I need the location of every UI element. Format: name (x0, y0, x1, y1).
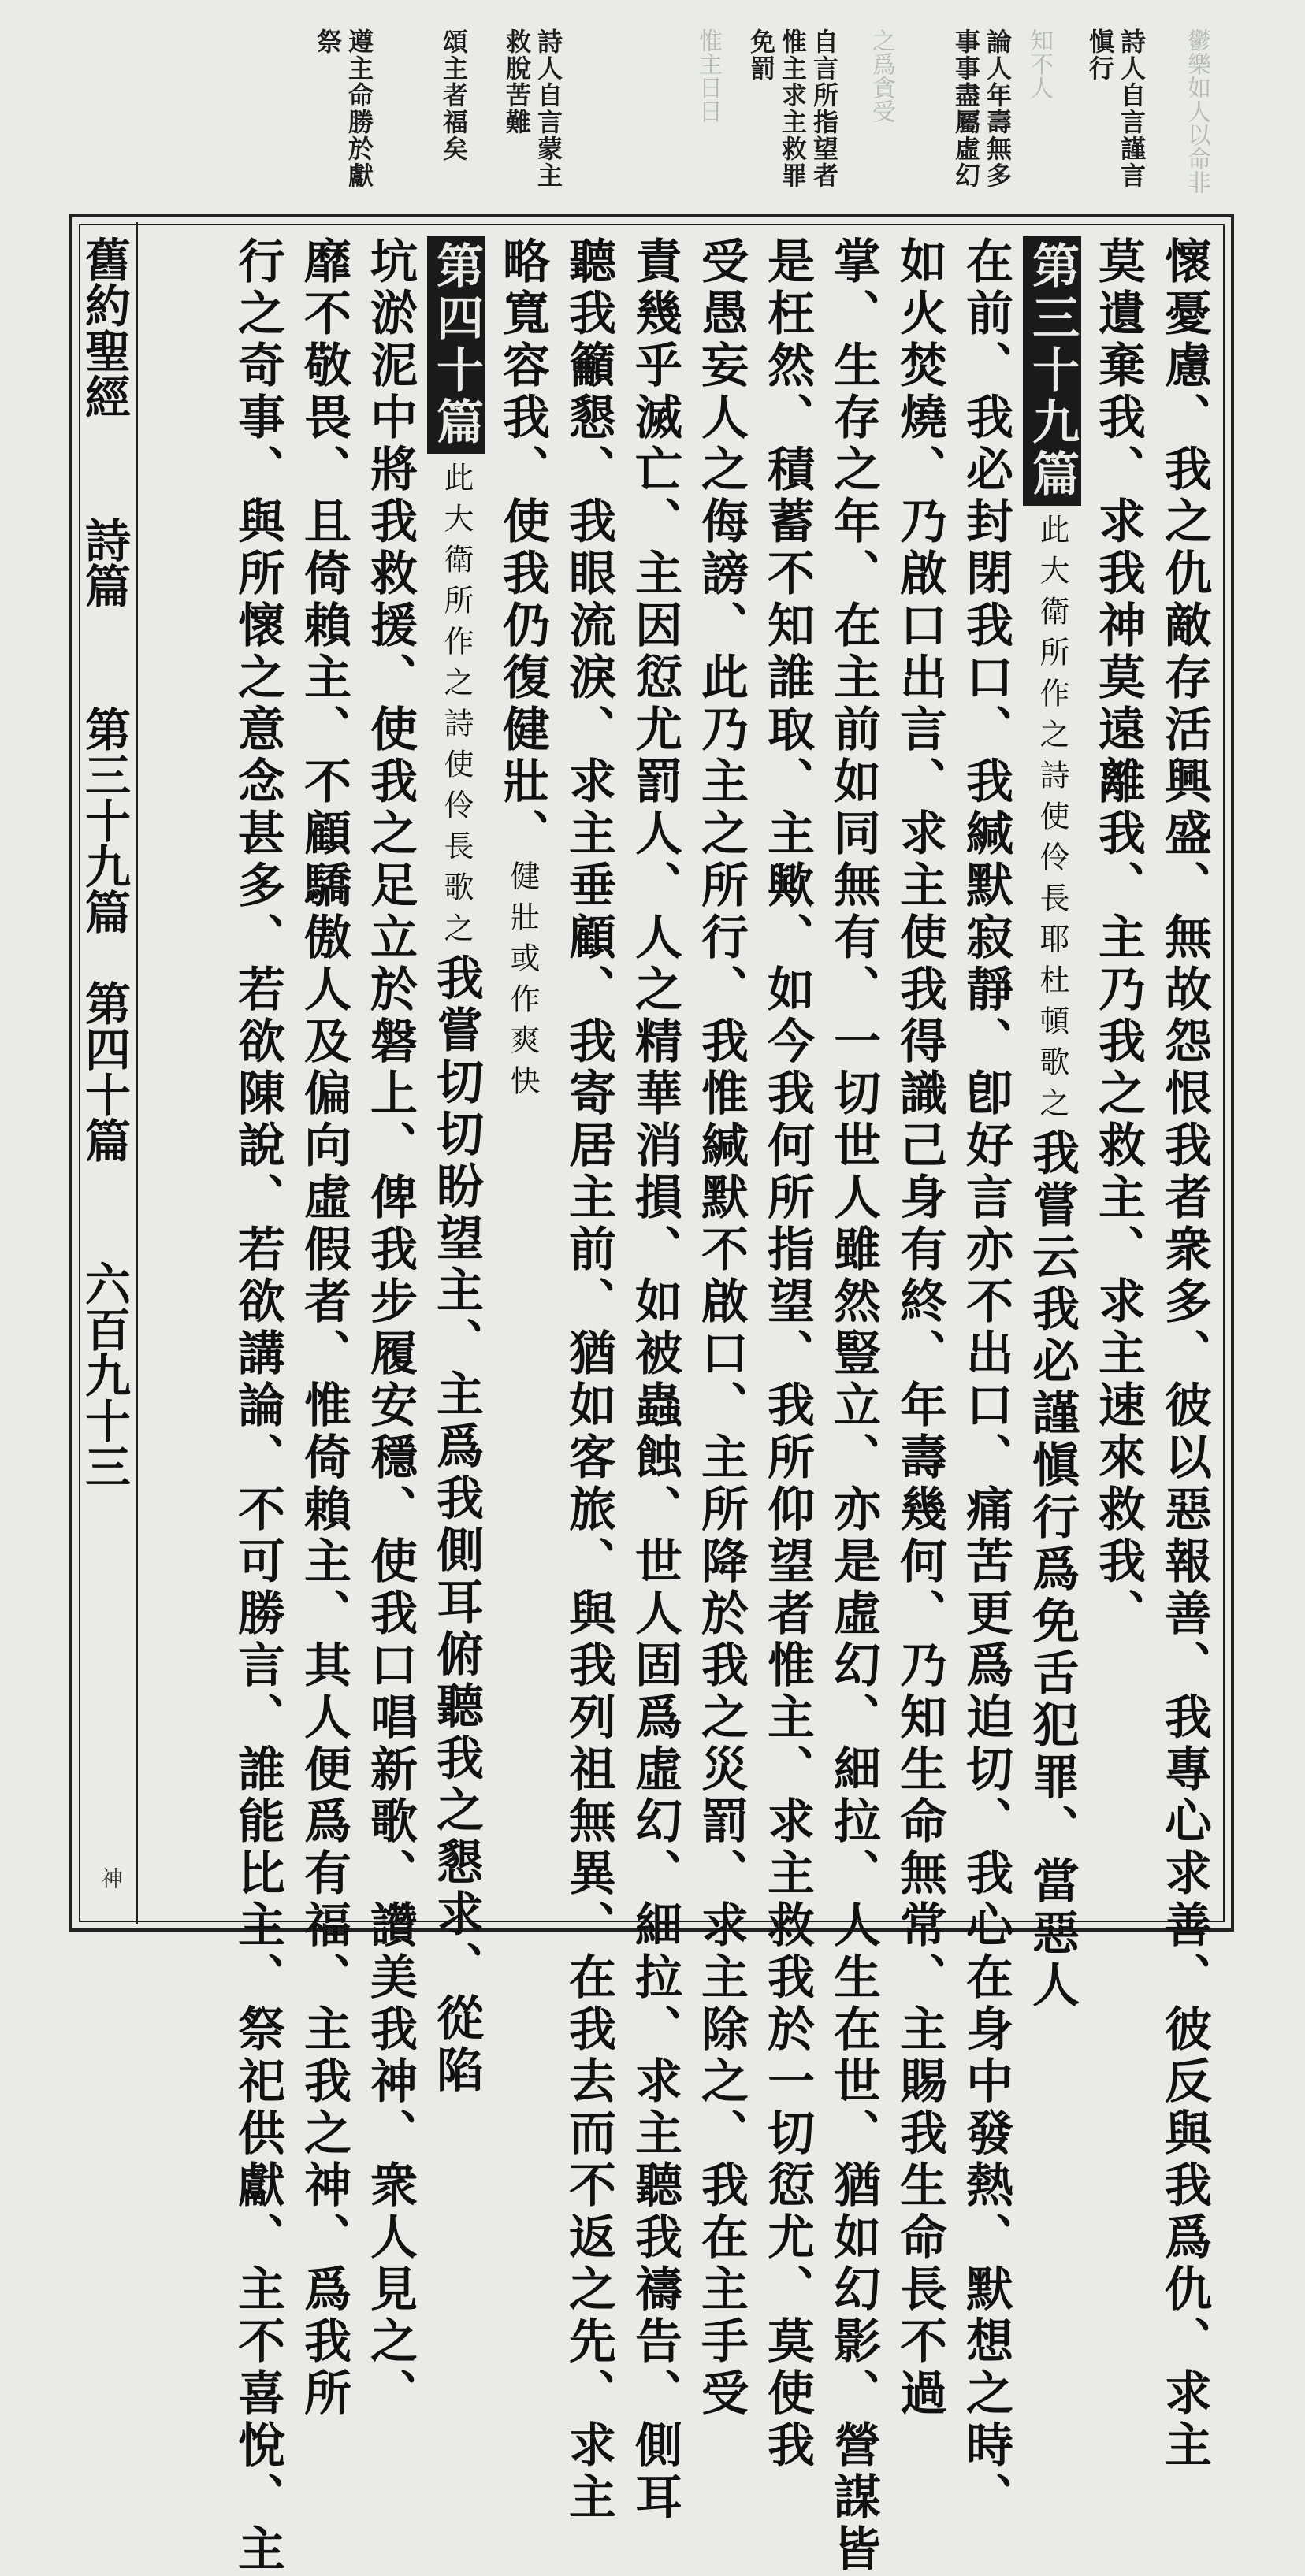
text-column: 受愚妄人之侮謗、此乃主之所行、我惟緘默不啟口、主所降於我之災罰、求主除之、我在主手受 (693, 236, 749, 2420)
text-column: 責幾乎滅亡、主因愆尤罰人、人之精華消損、如被蟲蝕、世人固爲虛幻、細拉、求主聽我禱告、側耳 (627, 236, 682, 2524)
marginal-note: 自言所指望者惟主求主救罪免罰 (746, 28, 839, 189)
running-header (79, 236, 129, 1906)
psalm-heading: 第四十篇 (427, 236, 485, 454)
psalm-heading: 第三十九篇 (1023, 236, 1081, 506)
psalm-superscription: 此大衛所作之詩使伶長歌之 (439, 462, 474, 953)
text-column: 懷憂慮、我之仇敵存活興盛、無故怨恨我者衆多、彼以惡報善、我專心求善、彼反與我爲仇、求主 (1157, 236, 1212, 2472)
text-column: 在前、我必封閉我口、我緘默寂靜、卽好言亦不出口、痛苦更爲迫切、我心在身中發熱、默想之時、 (958, 236, 1013, 2524)
text-column: 第三十九篇此大衛所作之詩使伶長耶杜頓歌之我嘗云我必謹愼行爲免舌犯罪、當惡人 (1023, 236, 1081, 1914)
chapter-range: 第三十九篇 第四十篇 (77, 706, 131, 1163)
page-number: 六百九十三 (77, 1260, 131, 1489)
marginal-note: 遵主命勝於獻祭 (313, 28, 374, 189)
marginal-note: 詩人自言謹言愼行 (1085, 28, 1147, 189)
text-column: 靡不敬畏、且倚賴主、不顧驕傲人及偏向虛假者、惟倚賴主、其人便爲有福、主我之神、爲我所 (296, 236, 351, 2420)
text-column: 行之奇事、與所懷之意念甚多、若欲陳說、若欲講論、不可勝言、誰能比主、祭祀供獻、主不喜悅、主 (230, 236, 285, 2576)
text-column: 第四十篇此大衛所作之詩使伶長歌之我嘗切切盼望主、主爲我側耳俯聽我之懇求、從陷 (427, 236, 485, 1914)
body-text (145, 236, 1214, 2576)
section-title: 詩篇 (77, 517, 131, 608)
header-divider (136, 222, 138, 1924)
marginal-note: 論人年壽無多事事盡屬虛幻 (951, 28, 1013, 189)
inline-note: 健壯或作爽快 (505, 860, 540, 1106)
text-column: 掌、生存之年、在主前如同無有、一切世人雖然豎立、亦是虛幻、細拉、人生在世、猶如幻影、營謀皆 (826, 236, 881, 2576)
marginal-notes: 鬱樂如人以命非 詩人自言謹言愼行 知不人 論人年壽無多事事盡屬虛幻 之爲貪受 自言所指望者惟主求主救罪免罰 惟主日日 詩人自言蒙主救脫苦難 頌主者福矣 遵主命勝於獻祭 (123, 28, 1210, 206)
catchword: 神 (98, 1867, 124, 1889)
text-column: 坑淤泥中將我救援、使我之足立於磐上、俾我步履安穩、使我口唱新歌、讚美我神、衆人見之、 (362, 236, 418, 2420)
book-title: 舊約聖經 (77, 236, 131, 419)
text-column: 聽我籲懇、我眼流淚、求主垂顧、我寄居主前、猶如客旅、與我列祖無異、在我去而不返之先、求主 (561, 236, 616, 2524)
text-column: 略寬容我、使我仍復健壯、健壯或作爽快 (495, 236, 550, 1106)
psalm-superscription: 此大衛所作之詩使伶長耶杜頓歌之 (1035, 514, 1069, 1128)
text-column: 莫遺棄我、求我神莫遠離我、主乃我之救主、求主速來救我、 (1091, 236, 1146, 1640)
text-column: 是枉然、積蓄不知誰取、主歟、如今我何所指望、我所仰望者惟主、求主救我於一切愆尤、莫使我 (760, 236, 815, 2472)
marginal-note: 詩人自言蒙主救脫苦難 (502, 28, 563, 189)
marginal-note: 頌主者福矣 (439, 28, 469, 162)
text-column: 如火焚燒、乃啟口出言、求主使我得識己身有終、年壽幾何、乃知生命無常、主賜我生命長不過 (892, 236, 947, 2420)
